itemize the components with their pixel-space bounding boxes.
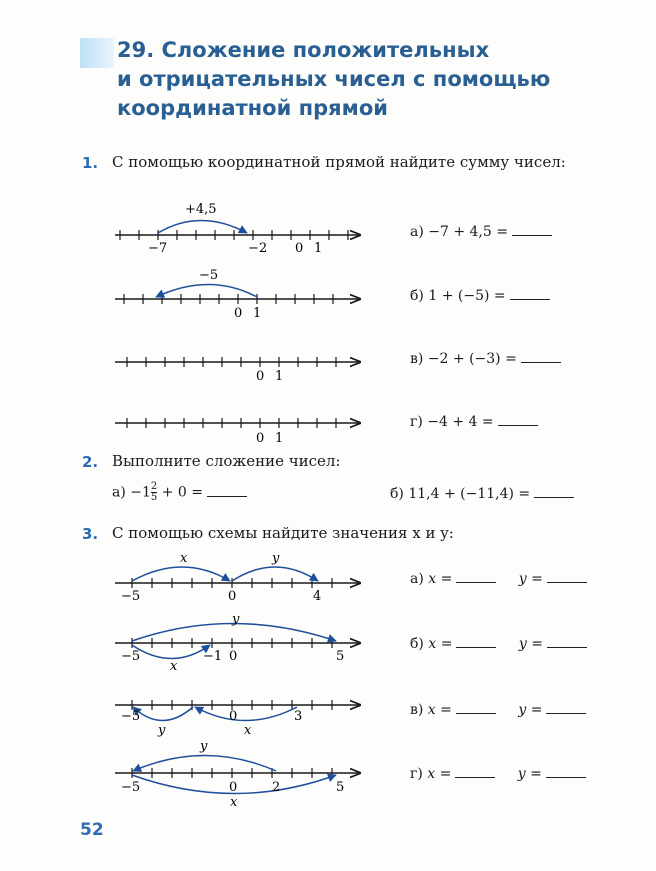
answer-blank-3a-x[interactable] [456,581,496,583]
task-2-number: 2. [82,453,99,471]
equation-3b [410,636,587,652]
equation-2a-prefix: а) −1 [112,484,151,501]
equation-1c [410,351,561,367]
arrow-3d-y [133,756,276,772]
arrow-3c-y [133,707,193,721]
equation-3c-letter: в) [410,702,424,718]
number-line-1d [115,418,360,446]
title-line-1: 29. Сложение положительных [117,38,490,62]
equation-3b-y: y = [518,636,543,652]
task-3-text: С помощью схемы найдите значения x и y: [112,524,454,542]
answer-blank-2b[interactable] [534,496,574,498]
answer-blank-2a[interactable] [207,495,247,497]
label-1c-0: 0 [256,369,265,384]
equation-3a [410,571,587,587]
equation-3a-letter: а) [410,571,424,587]
label-3b-minus1: −1 [203,649,223,664]
answer-blank-3a-y[interactable] [547,581,587,583]
var-3c-y: y [158,723,166,738]
title-line-2: и отрицательных чисел с помощью [117,67,551,91]
task-1-number: 1. [82,154,99,172]
label-1a-1: 1 [314,241,323,256]
arrow-3b-x [132,645,210,659]
var-3d-y: y [200,739,208,754]
label-1c-1: 1 [275,369,284,384]
label-1d-0: 0 [256,431,265,446]
arrow-minus-5 [156,285,257,298]
label-3c-0: 0 [229,709,238,724]
label-3b-minus5: −5 [121,649,141,664]
var-3d-x: x [230,795,238,810]
equation-3b-x: x = [428,636,453,652]
equation-1d-text: г) −4 + 4 = [410,414,494,430]
fraction-denominator: 5 [150,492,158,503]
title-line-3: координатной прямой [117,96,388,120]
label-3c-3: 3 [294,709,303,724]
task-3-number: 3. [82,525,99,543]
answer-blank-3b-y[interactable] [547,646,587,648]
equation-2a [112,482,247,503]
number-line-3a [115,551,360,604]
label-3d-5: 5 [336,780,345,795]
number-line-1b [115,268,360,321]
label-3d-0: 0 [229,780,238,795]
equation-1c-text: в) −2 + (−3) = [410,351,517,367]
equation-3d-x: x = [427,766,452,782]
number-line-3c [115,700,360,738]
equation-3d-y: y = [517,766,542,782]
task-2-text: Выполните сложение чисел: [112,452,341,470]
label-3c-minus5: −5 [121,709,141,724]
page-number: 52 [80,820,104,840]
equation-3c-y: y = [518,702,543,718]
equation-3c-x: x = [427,702,452,718]
label-1b-0: 0 [234,306,243,321]
fraction-2-5 [151,482,157,503]
label-3b-5: 5 [336,649,345,664]
label-1a-0: 0 [295,241,304,256]
answer-blank-3d-y[interactable] [546,776,586,778]
task-1-text: С помощью координатной прямой найдите сумму чисел: [112,153,566,171]
equation-1d [410,414,538,430]
label-3d-minus5: −5 [121,780,141,795]
equation-3b-letter: б) [410,636,424,652]
answer-blank-3b-x[interactable] [456,646,496,648]
label-3a-minus5: −5 [121,589,141,604]
equation-2b-text: б) 11,4 + (−11,4) = [390,486,531,502]
label-1a-minus2: −2 [248,241,268,256]
answer-blank-3d-x[interactable] [455,776,495,778]
fraction-numerator: 2 [150,481,158,492]
equation-3a-y: y = [518,571,543,587]
arrow-3a-y [232,567,318,581]
equation-1b [410,288,550,304]
equation-3d [410,766,586,782]
arrow-3c-x [195,707,297,721]
label-3b-0: 0 [229,649,238,664]
label-1a-minus7: −7 [148,241,168,256]
answer-blank-3c-y[interactable] [546,712,586,714]
answer-blank-3c-x[interactable] [456,712,496,714]
equation-3a-x: x = [428,571,453,587]
answer-blank-1a[interactable] [512,234,552,236]
label-1b-1: 1 [253,306,262,321]
label-3a-0: 0 [228,589,237,604]
label-1d-1: 1 [275,431,284,446]
equation-1b-text: б) 1 + (−5) = [410,288,506,304]
var-3a-x: x [180,551,188,566]
number-line-3d [115,739,360,810]
arrow-3a-x [132,567,230,581]
equation-2a-suffix: + 0 = [161,484,204,501]
var-3c-x: x [244,723,252,738]
number-line-1c [115,357,360,384]
arrow-label-1b: −5 [199,268,219,283]
equation-2b [390,486,574,502]
equation-1a [410,224,552,240]
number-line-1a [115,202,360,256]
arrow-label-1a: +4,5 [185,202,217,217]
equation-1a-text: а) −7 + 4,5 = [410,224,508,240]
label-3a-4: 4 [313,589,322,604]
equation-3c [410,702,586,718]
var-3b-x: x [170,659,178,674]
answer-blank-1d[interactable] [498,424,538,426]
answer-blank-1c[interactable] [521,361,561,363]
label-3d-2: 2 [272,780,281,795]
var-3a-y: y [272,551,280,566]
answer-blank-1b[interactable] [510,298,550,300]
var-3b-y: y [232,612,240,627]
equation-3d-letter: г) [410,766,423,782]
number-line-3b [115,612,360,674]
